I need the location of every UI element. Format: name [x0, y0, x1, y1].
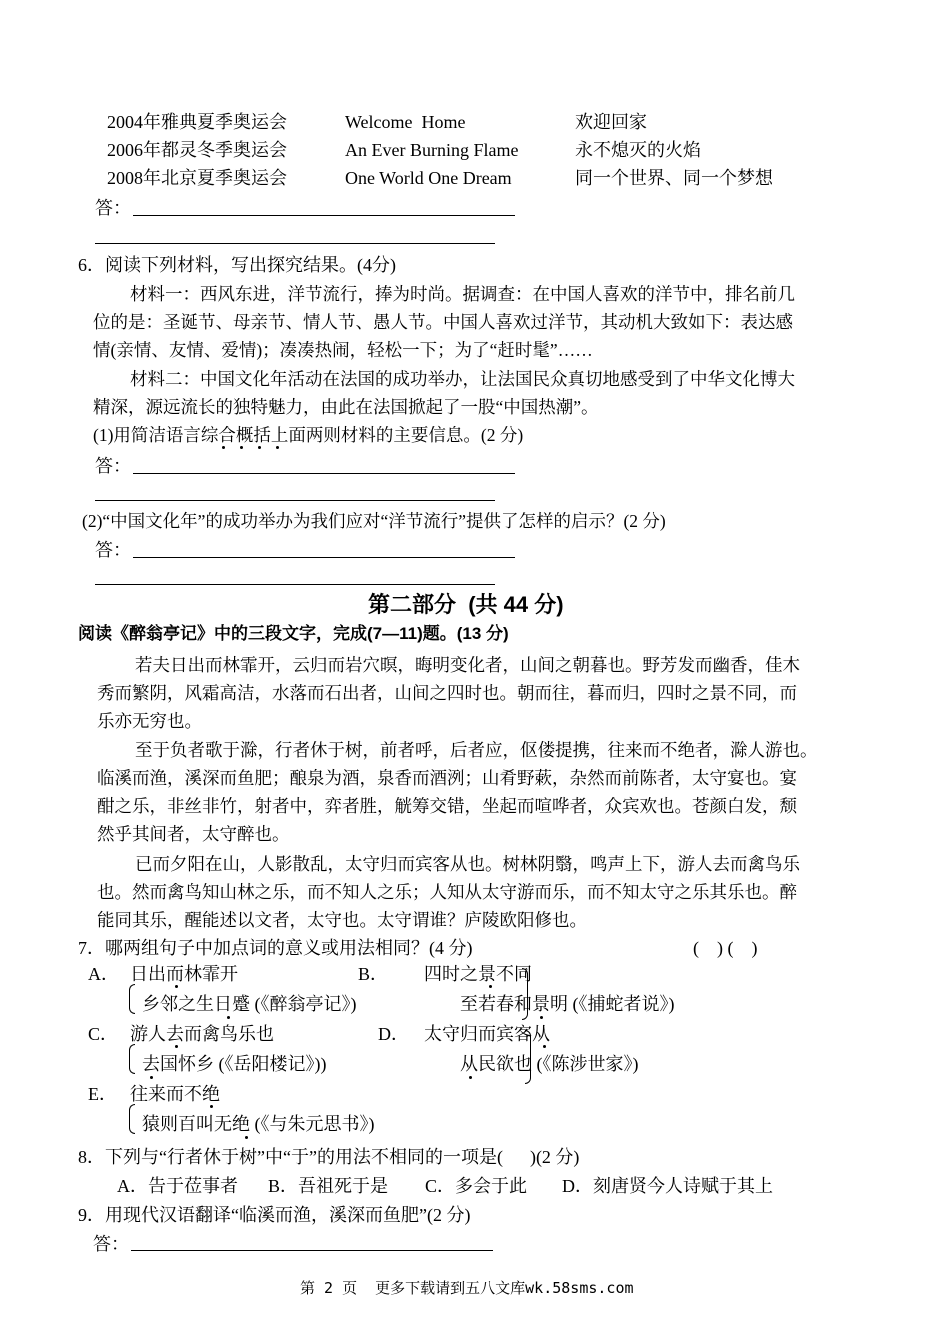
emphasis-dot [175, 985, 178, 988]
passage-line: 已而夕阳在山，人影散乱，太守归而宾客从也。树林阴翳，鸣声上下，游人去而禽鸟乐 [135, 854, 800, 874]
q8-option[interactable]: C．多会于此 [425, 1176, 528, 1196]
part2-instruction: 阅读《醉翁亭记》中的三段文字，完成(7—11)题。(13 分) [78, 624, 509, 643]
emphasis-dot [240, 446, 243, 449]
slogan-event-1: 2004年雅典夏季奥运会 [107, 112, 287, 132]
slogan-event-2: 2006年都灵冬季奥运会 [107, 140, 287, 160]
emphasis-dot [227, 1016, 230, 1019]
emphasis-dot [175, 1045, 178, 1048]
q7-option-a-line1: 日出而林霏开 [130, 964, 238, 984]
answer-line[interactable] [95, 500, 495, 501]
q7-option-b-label: B． [358, 964, 389, 984]
answer-line[interactable] [133, 215, 515, 216]
q7-option-e-line2: 猿则百叫无绝 (《与朱元思书》) [142, 1114, 375, 1134]
passage-line: 临溪而渔，溪深而鱼肥；酿泉为酒，泉香而酒洌；山肴野蔌，杂然而前陈者，太守宴也。宴 [97, 768, 797, 788]
passage-line: 酣之乐，非丝非竹，射者中，弈者胜，觥筹交错，坐起而喧哗者，众宾欢也。苍颜白发，颓 [97, 796, 797, 816]
slogan-cn-1: 欢迎回家 [575, 112, 647, 132]
slogan-event-3: 2008年北京夏季奥运会 [107, 168, 287, 188]
emphasis-dot [543, 1045, 546, 1048]
q7-option-e-label: E． [88, 1084, 117, 1104]
passage-line: 乐亦无穷也。 [97, 711, 202, 731]
passage-line: 也。然而禽鸟知山林之乐，而不知人之乐；人知从太守游而乐，而不知太守之乐其乐也。醉 [97, 882, 797, 902]
q7-option-e-brace [129, 1104, 135, 1134]
page-footer: 第 2 页 更多下载请到五八文库wk.58sms.com [300, 1279, 634, 1297]
q7-option-b-line2: 至若春和景明 (《捕蛇者说》) [460, 994, 675, 1014]
q7-option-d-label: D． [378, 1024, 409, 1044]
passage-line: 能同其乐，醒能述以文者，太守也。太守谓谁？庐陵欧阳修也。 [97, 910, 587, 930]
answer-line[interactable] [133, 557, 515, 558]
part2-heading: 第二部分 (共 44 分) [368, 592, 564, 617]
q7-option-c-line1: 游人去而禽鸟乐也 [130, 1024, 274, 1044]
q6-material2-line: 精深，源远流长的独特魅力，由此在法国掀起了一股“中国热潮”。 [93, 397, 599, 417]
q7-option-a-line2: 乡邻之生日蹙 (《醉翁亭记》) [142, 994, 357, 1014]
q9-title: 9．用现代汉语翻译“临溪而渔，溪深而鱼肥”(2 分) [78, 1205, 471, 1225]
slogan-cn-2: 永不熄灭的火焰 [575, 140, 701, 160]
passage-line: 若夫日出而林霏开，云归而岩穴暝，晦明变化者，山间之朝暮也。野芳发而幽香，佳木 [135, 655, 800, 675]
emphasis-dot [469, 1076, 472, 1079]
q6-sub2: (2)“中国文化年”的成功举办为我们应对“洋节流行”提供了怎样的启示？(2 分) [82, 511, 666, 531]
q7-option-c-line2: 去国怀乡 (《岳阳楼记》)) [142, 1054, 327, 1074]
emphasis-dot [540, 1016, 543, 1019]
q6-title: 6．阅读下列材料，写出探究结果。(4分) [78, 255, 396, 275]
q7-option-e-line1: 往来而不绝 [130, 1084, 220, 1104]
emphasis-dot [150, 1076, 153, 1079]
passage-line: 秀而繁阴，风霜高洁，水落而石出者，山间之四时也。朝而往，暮而归，四时之景不同，而 [97, 683, 797, 703]
answer-line[interactable] [131, 1250, 493, 1251]
slogan-cn-3: 同一个世界、同一个梦想 [575, 168, 773, 188]
q7-answer-blanks[interactable]: ( ) ( ) [693, 938, 758, 958]
answer-line[interactable] [133, 473, 515, 474]
q7-option-b-line1: 四时之景不同 [424, 964, 532, 984]
q7-option-c-label: C． [88, 1024, 119, 1044]
q7-option-a-brace [129, 984, 135, 1014]
q7-option-d-line1: 太守归而宾客从 [424, 1024, 550, 1044]
q6-material1-line: 位的是：圣诞节、母亲节、情人节、愚人节。中国人喜欢过洋节，其动机大致如下：表达感 [93, 312, 793, 332]
q8-option[interactable]: B．吾祖死于是 [268, 1176, 389, 1196]
answer-line[interactable] [95, 243, 495, 244]
passage-line: 然乎其间者，太守醉也。 [97, 824, 290, 844]
q7-option-d-line2: 从民欲也 (《陈涉世家》) [460, 1054, 639, 1074]
q7-option-c-brace [129, 1044, 135, 1074]
answer-label: 答： [95, 456, 131, 476]
emphasis-dot [489, 985, 492, 988]
q7-option-a-label: A． [88, 964, 119, 984]
answer-label: 答： [95, 540, 131, 560]
slogan-en-2: An Ever Burning Flame [345, 140, 519, 160]
slogan-en-1: Welcome Home [345, 112, 466, 132]
q6-material1-line: 情(亲情、友情、爱情)；凑凑热闹，轻松一下；为了“赶时髦”…… [93, 340, 593, 360]
answer-label: 答： [93, 1234, 129, 1254]
q8-option[interactable]: D．刻唐贤今人诗赋于其上 [562, 1176, 773, 1196]
emphasis-dot [276, 446, 279, 449]
q8-title: 8．下列与“行者休于树”中“于”的用法不相同的一项是( )(2 分) [78, 1147, 580, 1167]
passage-line: 至于负者歌于滁，行者休于树，前者呼，后者应，伛偻提携，往来而不绝者，滁人游也。 [135, 740, 818, 760]
q8-option[interactable]: A．告于莅事者 [117, 1176, 238, 1196]
emphasis-dot [258, 446, 261, 449]
emphasis-dot [245, 1136, 248, 1139]
answer-label: 答： [95, 198, 131, 218]
emphasis-dot [210, 1105, 213, 1108]
q6-material2-line: 材料二：中国文化年活动在法国的成功举办，让法国民众真切地感受到了中华文化博大 [130, 369, 795, 389]
answer-line[interactable] [95, 584, 495, 585]
q6-material1-line: 材料一：西风东进，洋节流行，捧为时尚。据调查：在中国人喜欢的洋节中，排名前几 [130, 284, 795, 304]
q7-title: 7．哪两组句子中加点词的意义或用法相同？(4 分) [78, 938, 473, 958]
emphasis-dot [222, 446, 225, 449]
slogan-en-3: One World One Dream [345, 168, 512, 188]
q6-sub1: (1)用简洁语言综合概括上面两则材料的主要信息。(2 分) [93, 425, 524, 445]
